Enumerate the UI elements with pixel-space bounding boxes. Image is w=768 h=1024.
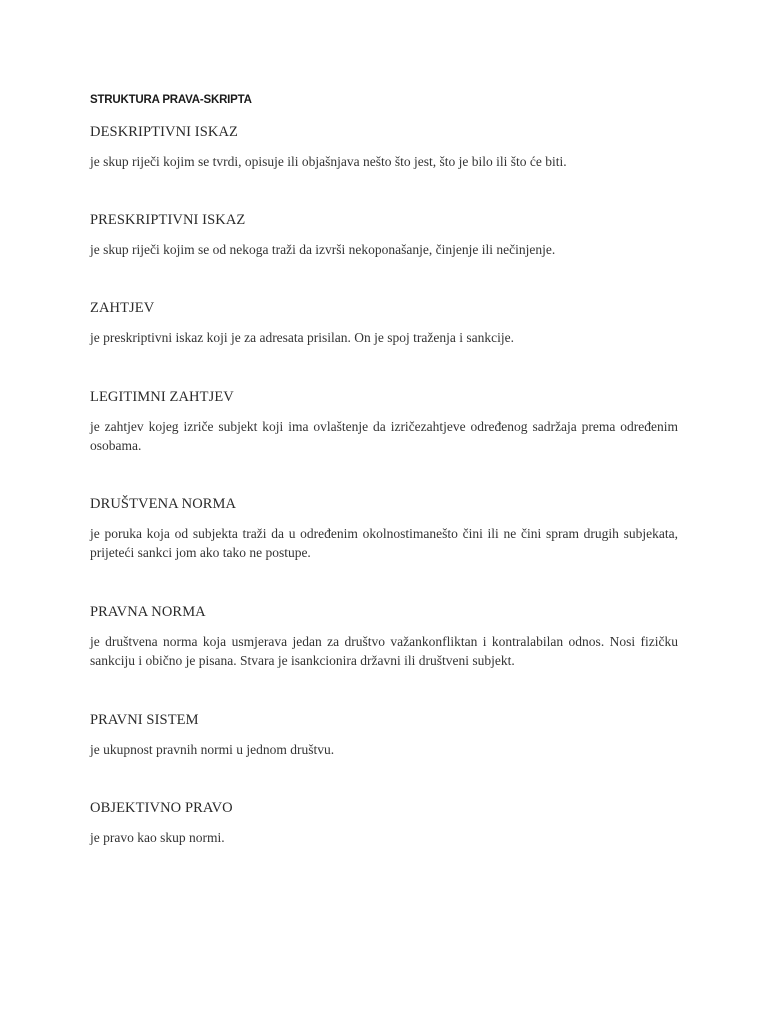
section-text: je društvena norma koja usmjerava jedan za društvo važankonfliktan i kontralabilan odnos. Nosi fizičku sankciju i obično je pisana. Stvara je isankcionira državni ili društveni subjekt. [90,634,678,668]
section-text: je pravo kao skup normi. [90,830,225,845]
section-heading: PRESKRIPTIVNI ISKAZ [90,212,246,228]
section-pravna-norma [90,603,678,670]
section-zahtjev [90,299,678,347]
section-heading: PRAVNI SISTEM [90,712,199,728]
section-text: je zahtjev kojeg izriče subjekt koji ima ovlaštenje da izričezahtjeve određenog sadržaja prema određenim osobama. [90,419,678,453]
section-preskriptivni-iskaz [90,211,678,259]
section-text: je skup riječi kojim se od nekoga traži da izvrši nekoponašanje, činjenje ili nečinjenje. [90,242,556,257]
section-drustvena-norma [90,495,678,562]
section-objektivno-pravo [90,799,678,847]
section-heading: DESKRIPTIVNI ISKAZ [90,124,239,140]
document-title: STRUKTURA PRAVA-SKRIPTA [90,94,252,106]
section-heading: PRAVNA NORMA [90,604,206,620]
section-deskriptivni-iskaz [90,123,678,171]
section-text: je poruka koja od subjekta traži da u određenim okolnostimanešto čini ili ne čini spram drugih subjekata, prijeteći sankci jom ako tako ne postupe. [90,526,678,560]
section-text: je skup riječi kojim se tvrdi, opisuje ili objašnjava nešto što jest, što je bilo ili što će biti. [90,154,567,169]
section-heading: ZAHTJEV [90,300,155,316]
section-text: je ukupnost pravnih normi u jednom društvu. [90,742,335,757]
section-heading: OBJEKTIVNO PRAVO [90,800,233,816]
section-heading: DRUŠTVENA NORMA [90,496,237,512]
section-text: je preskriptivni iskaz koji je za adresata prisilan. On je spoj traženja i sankcije. [90,330,514,345]
section-heading: LEGITIMNI ZAHTJEV [90,389,234,405]
section-legitimni-zahtjev [90,388,678,455]
section-pravni-sistem [90,711,678,759]
